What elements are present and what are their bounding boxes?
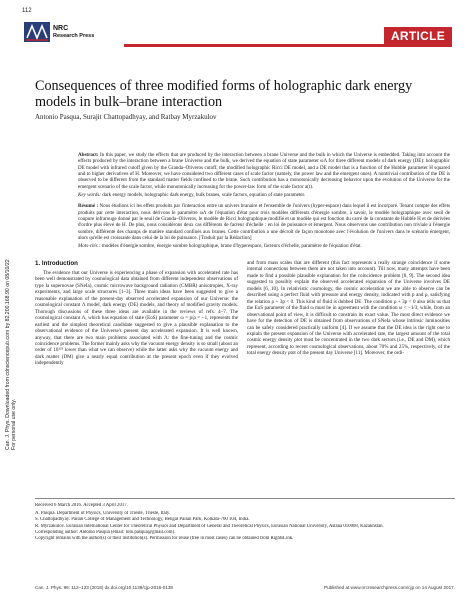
copyright-notice[interactable]: Copyright remains with the author(s) or their institution(s). Permission for reuse (free in most cases) can be obtained from RightsLink. — [35, 536, 294, 542]
section-title-introduction: 1. Introduction — [35, 260, 78, 267]
page-footer — [35, 585, 455, 590]
received-dates: Received 6 March 2016. Accepted 3 April 2017. — [35, 503, 128, 508]
article-title: Consequences of three modified forms of holographic dark energy models in bulk–brane interaction — [35, 78, 413, 110]
corresponding-author[interactable]: Corresponding author: Antonio Pasqua (email: toto.pasqua@gmail.com). — [35, 529, 176, 535]
motscles-paragraph — [78, 243, 450, 249]
affiliation-pasqua: A. Pasqua. Department of Physics, University of Trieste, Trieste, Italy. — [35, 511, 171, 517]
motscles-label: Mots-clés : — [78, 243, 101, 250]
keywords-label: Key words: — [78, 192, 101, 199]
download-notice: Can. J. Phys. Downloaded from cdnsciencepub.com by 82.200.168.90 on 08/10/22 — [5, 259, 11, 450]
body-column-left — [35, 260, 238, 367]
keywords-text: dark energy models, holographic dark energy, bulk branes, scale factors, equation of state parameter. — [102, 192, 306, 199]
affiliation-chattopadhyay: S. Chattopadhyay. Pailan College of Management and Technology, Bengal Pailan Park, Kolkata-700 104, India. — [35, 517, 250, 523]
nrc-logo[interactable] — [24, 22, 124, 44]
resume-paragraph — [78, 203, 450, 241]
footnote-divider — [35, 498, 455, 499]
article-authors: Antonio Pasqua, Surajit Chattopadhyay, and Ratbay Myrzakulov — [35, 113, 217, 121]
keywords-paragraph — [78, 192, 450, 198]
article-metadata — [35, 503, 455, 542]
download-sidebar — [5, 150, 17, 450]
footer-published[interactable]: Published at www.nrcresearchpress.com/cjp on 14 August 2017. — [324, 585, 455, 590]
resume-text: Nous étudions ici les effets produits par l'interaction entre un univers branaire et l'ensemble de l'univers (hyper-espace) dans lequel il est incorporé. Tenant compte des effets produits par cette interaction, nous dérivons le paramètre ωΛ de l'équation d'état pour trois modèles différents d'énergie sombre, à savoir, le modèle holographique avec seuil de coupure infrarouge donné par le seuil de Granda–Oliveros, le modèle de Ricci holographique modifié et un modèle qui est fonction du carré de la constante de Hubble H et de dérivées d'ordre plus élevé de H. De plus, nous considérons deux cas différents de facteur d'échelle : en loi de puissance et émergent. Nous observons une contribution non triviale à l'énergie sombre, différente des champs de matière standard confinés aux branes. Cette contribution a une décroît de façon monotone avec l'évolution de l'univers dans le scénario émergent, alors qu'elle est croissante dans celui de la loi de puissance. [Traduit par la Rédaction] — [78, 203, 450, 242]
body-right-text: and from mass scales that are different (this fact represents a really strange coincidence if some internal connections between them are not taken into account). Till now, many attempts have been made to find a possible plausible explanation for the coincidence problem [8, 9]. The second idea suggested to possibly explain the observed accelerated expansion of the Universe involves DE models [6, 10]. In relativistic cosmology, the cosmic acceleration we are able to observe can be described using a perfect fluid with pressure and energy density, indicated with p and ρ, satisfying the relation ρ + 3p < 0. This kind of fluid is dubbed DE. The condition ρ + 3p < 0 also tells us that the EoS parameter of the fluid ω must be in agreement with the condition ω < −1/3, while, from an observational point of view, it is difficult to constrain its exact value. The most direct evidence we have for the detection of DE is obtained from observations of SNeIa whose intrinsic luminosities can be safely considered practically uniform [4]. If we assume that the DE idea is the right one to explain the present expansion of the Universe with accelerated rate, the largest amount of the total cosmic energy density ρtot must be concentrated in the two dark sectors (i.e., DE and DM), which represent, according to recent cosmological observations, about 70% and 25%, respectively, of the total energy density ρtot of the present day Universe [11]. Moreover, the ordi- — [247, 260, 450, 357]
resume-label: Résumé : — [78, 203, 99, 210]
affiliation-myrzakulov: R. Myrzakulov. Eurasian International Center for Theoretical Physics and Department of General and Theoretical Physics, Eurasian National University, Astana 010008, Kazakhstan. — [35, 523, 384, 529]
body-left-text: The evidence that our Universe is experiencing a phase of expansion with accelerated rate has been well demonstrated by cosmological data obtained from different independent observations of type Ia supernovae (SNeIa), cosmic microwave background radiation (CMBR) anisotropies, X-ray experiments, and large scale structures [1–3]. Three main ideas have been suggested to give a reasonable explanation of the present-day observed accelerated expansion of our Universe: the cosmological constant Λ model, dark energy (DE) models, and theory of modified gravity models. Thorough discussions of these three ideas are available in the reviews of refs. 4–7. The cosmological constant Λ, which has equation of state (EoS) parameter ω = p/ρ = −1, represents the earliest and the simplest theoretical candidate suggested to give a plausible explanation to the observational evidence of the Universe's present day accelerated expansion. It is well known, anyway, that there are two main problems associated with Λ: the fine-tuning and the cosmic coincidence problems. The former mainly asks why the vacuum energy density is so small (about an order of 10¹²³ lower than what we can observe) while the latter asks why the vacuum energy and dark matter (DM) give a nearly equal contribution at the present epoch even if they evolved independently — [35, 270, 238, 367]
publisher-name: NRC — [53, 25, 69, 32]
article-type-tag: ARTICLE — [384, 27, 452, 46]
abstract-text: In this paper, we study the effects that are produced by the interaction between a brane Universe and the bulk in which the Universe is embedded. Taking into account the effects produced by the interaction between a brane Universe and the bulk, we derived the equation of state parameter ωΛ for three different models of dark energy (DE): holographic DE model with infrared cutoff given by the Granda–Oliveros cutoff, the modified holographic Ricci DE model, and a DE model that is a function of the Hubble parameter H squared and to higher derivatives of H. Moreover, we have considered two different cases of scale factor (namely, the power law and the emergent ones). A nontrivial contribution of the DE is observed to be different from the standard matter fields confined to the brane. Such contribution has a monotonically decreasing behavior upon the evolution of the Universe for the emergent scenario of the scale factor, while monotonically increasing for the power-law form of the scale factor a(t). — [78, 152, 450, 190]
abstract-label: Abstract: — [78, 152, 99, 158]
body-column-right — [247, 260, 450, 357]
personal-use-notice: For personal use only. — [11, 399, 17, 450]
publisher-subname: Research Press — [53, 33, 95, 39]
abstract-paragraph — [78, 152, 450, 190]
footer-citation[interactable]: Can. J. Phys. 96: 112–123 (2018) dx.doi.org/10.1139/cjp-2016-0138 — [35, 585, 173, 590]
nrc-logo-icon — [24, 22, 50, 42]
page-number: 112 — [22, 8, 32, 14]
motscles-text: modèles d'énergie sombre, énergie sombre holographique, brane d'hyperespace, facteurs d'échelle, paramètre de l'équation d'état. — [101, 243, 362, 250]
